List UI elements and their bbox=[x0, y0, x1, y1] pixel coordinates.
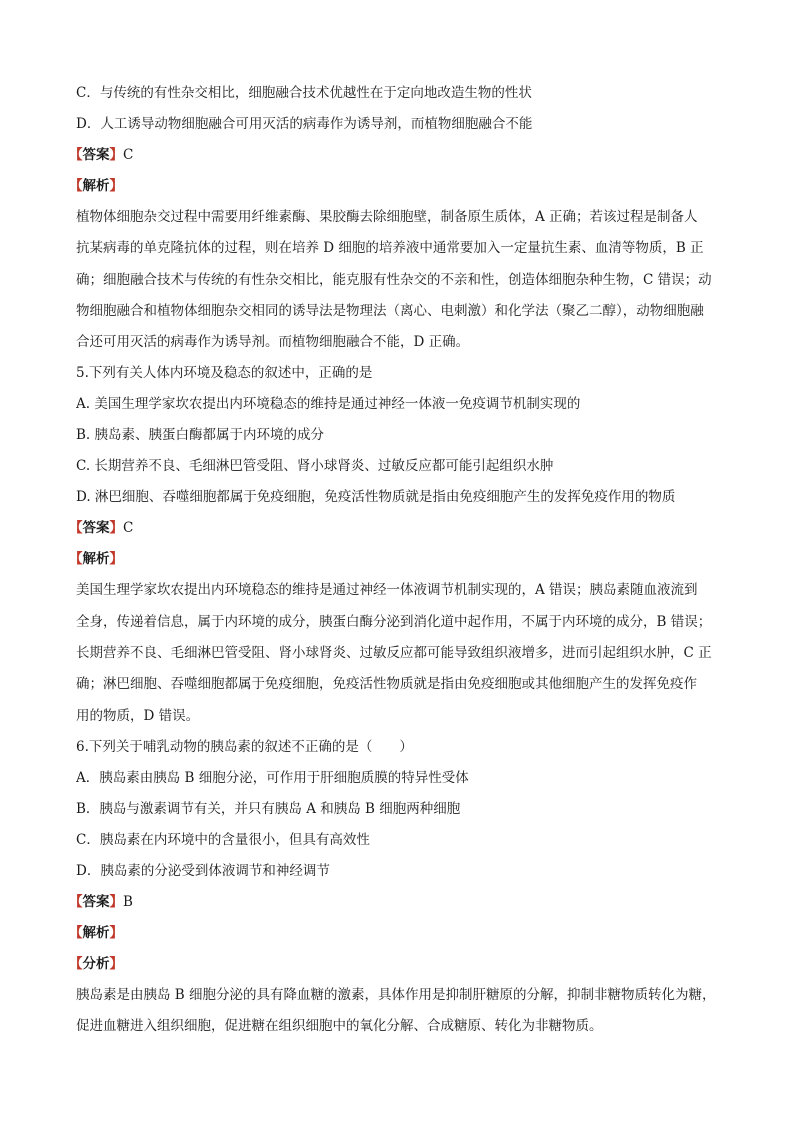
analysis-line: 合还可用灭活的病毒作为诱导剂。而植物细胞融合不能，D 正确。 bbox=[76, 334, 470, 351]
analysis-line: 植物体细胞杂交过程中需要用纤维素酶、果胶酶去除细胞壁，制备原生质体，A 正确；若该过程是制备人 bbox=[76, 209, 698, 225]
q5-analysis-text bbox=[76, 575, 726, 731]
analysis-line: 美国生理学家坎农提出内环境稳态的维持是通过神经一体液调节机制实现的，A 错误；胰岛素随血液流到 bbox=[76, 582, 698, 599]
q6-option-b: B．胰岛与激素调节有关，并只有胰岛 A 和胰岛 B 细胞两种细胞 bbox=[76, 800, 461, 817]
bracket-close-icon: 】 bbox=[109, 520, 123, 537]
bracket-close-icon: 】 bbox=[109, 924, 123, 941]
bracket-close-icon: 】 bbox=[109, 147, 123, 163]
q4-analysis-heading bbox=[69, 171, 726, 202]
answer-label: 答案 bbox=[82, 893, 110, 910]
q6-option-a: A．胰岛素由胰岛 B 细胞分泌，可作用于肝细胞质膜的特异性受体 bbox=[76, 769, 469, 786]
q5-answer bbox=[69, 513, 726, 544]
q5-option-b: B. 胰岛素、胰蛋白酶都属于内环境的成分 bbox=[76, 427, 325, 444]
answer-label: 答案 bbox=[82, 520, 110, 537]
q5-stem: 5.下列有关人体内环境及稳态的叙述中，正确的是 bbox=[76, 365, 373, 382]
analysis-label: 解析 bbox=[82, 551, 110, 568]
analysis-line: 确；细胞融合技术与传统的有性杂交相比，能克服有性杂交的不亲和性，创造体细胞杂种生物，C 错误；动 bbox=[76, 271, 712, 288]
q6-option-c: C．胰岛素在内环境中的含量很小，但具有高效性 bbox=[76, 831, 370, 848]
answer-label: 答案 bbox=[82, 147, 110, 163]
q6-option-d: D．胰岛素的分泌受到体液调节和神经调节 bbox=[76, 862, 330, 879]
q5-option-a: A. 美国生理学家坎农提出内环境稳态的维持是通过神经一体液一免疫调节机制实现的 bbox=[76, 396, 581, 413]
analysis-line: 物细胞融合和植物体细胞杂交相同的诱导法是物理法（离心、电刺激）和化学法（聚乙二醇），动物细胞融 bbox=[76, 302, 704, 319]
analysis-line: 用的物质，D 错误。 bbox=[76, 707, 200, 724]
answer-value: C bbox=[123, 520, 134, 537]
fenxi-label: 分析 bbox=[82, 955, 110, 972]
q6-stem: 6.下列关于哺乳动物的胰岛素的叙述不正确的是（ ） bbox=[76, 738, 413, 755]
analysis-line: 抗某病毒的单克隆抗体的过程，则在培养 D 细胞的培养液中通常要加入一定量抗生素、血清等物质，B 正 bbox=[76, 240, 704, 257]
analysis-line: 胰岛素是由胰岛 B 细胞分泌的具有降血糖的激素，具体作用是抑制肝糖原的分解，抑制非糖物质转化为糖， bbox=[76, 986, 716, 1003]
q6-analysis-heading bbox=[69, 918, 726, 949]
bracket-open-icon: 【 bbox=[69, 893, 83, 910]
answer-value: C bbox=[123, 147, 134, 163]
q4-option-c: C．与传统的有性杂交相比，细胞融合技术优越性在于定向地改造生物的性状 bbox=[76, 85, 532, 101]
analysis-label: 解析 bbox=[82, 924, 110, 941]
bracket-close-icon: 】 bbox=[109, 551, 123, 568]
q5-analysis-heading bbox=[69, 544, 726, 575]
bracket-close-icon: 】 bbox=[109, 893, 123, 910]
analysis-line: 全身，传递着信息，属于内环境的成分，胰蛋白酶分泌到消化道中起作用，不属于内环境的成分，B 错误； bbox=[76, 613, 712, 630]
q4-option-d: D．人工诱导动物细胞融合可用灭活的病毒作为诱导剂，而植物细胞融合不能 bbox=[76, 116, 533, 132]
bracket-open-icon: 【 bbox=[69, 551, 83, 568]
analysis-label: 解析 bbox=[82, 178, 110, 194]
analysis-line: 促进血糖进入组织细胞，促进糖在组织细胞中的氧化分解、合成糖原、转化为非糖物质。 bbox=[76, 1018, 603, 1035]
q5-option-c: C. 长期营养不良、毛细淋巴管受阻、肾小球肾炎、过敏反应都可能引起组织水肿 bbox=[76, 458, 554, 475]
bracket-close-icon: 】 bbox=[109, 178, 123, 194]
bracket-close-icon: 】 bbox=[109, 955, 123, 972]
bracket-open-icon: 【 bbox=[69, 955, 83, 972]
q6-answer bbox=[69, 887, 726, 918]
analysis-line: 长期营养不良、毛细淋巴管受阻、肾小球肾炎、过敏反应都可能导致组织液增多，进而引起组织水肿，C 正 bbox=[76, 645, 712, 662]
bracket-open-icon: 【 bbox=[69, 924, 83, 941]
bracket-open-icon: 【 bbox=[69, 178, 83, 194]
q4-analysis-text bbox=[76, 202, 726, 358]
q6-analysis-text bbox=[76, 980, 726, 1043]
answer-value: B bbox=[123, 893, 133, 910]
q5-option-d: D. 淋巴细胞、吞噬细胞都属于免疫细胞，免疫活性物质就是指由免疫细胞产生的发挥免疫作用的物质 bbox=[76, 489, 676, 506]
bracket-open-icon: 【 bbox=[69, 520, 83, 537]
document-page bbox=[69, 78, 726, 1043]
analysis-line: 确；淋巴细胞、吞噬细胞都属于免疫细胞，免疫活性物质就是指由免疫细胞或其他细胞产生的发挥免疫作 bbox=[76, 676, 697, 693]
bracket-open-icon: 【 bbox=[69, 147, 83, 163]
q4-answer bbox=[69, 140, 726, 171]
q6-fenxi-heading bbox=[69, 949, 726, 980]
